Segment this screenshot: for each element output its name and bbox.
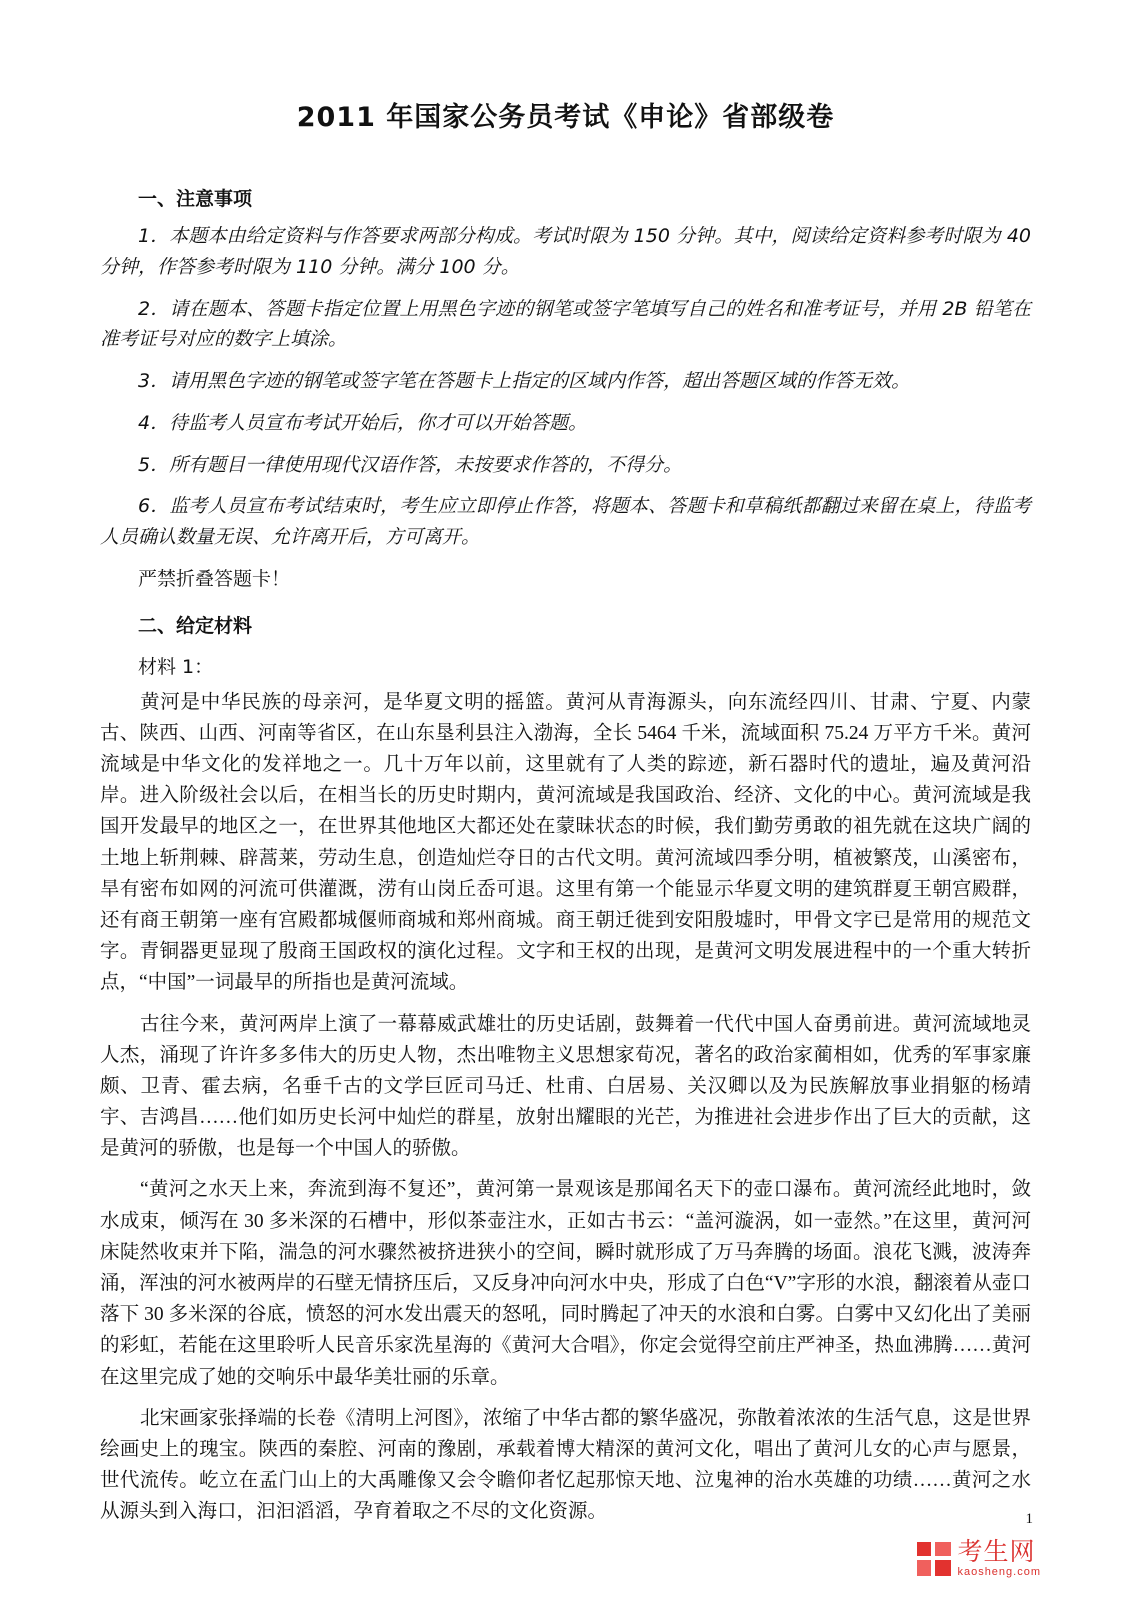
- material-paragraph: 北宋画家张择端的长卷《清明上河图》，浓缩了中华古都的繁华盛况，弥散着浓浓的生活气息，这是世界绘画史上的瑰宝。陕西的秦腔、河南的豫剧，承载着博大精深的黄河文化，唱出了黄河儿女的心声与愿景，世代流传。屹立在孟门山上的大禹雕像又会令瞻仰者忆起那惊天地、泣鬼神的治水英雄的功绩……黄河之水从源头到入海口，汩汩滔滔，孕育着取之不尽的文化资源。: [100, 1407, 1031, 1523]
- material-paragraph: 古往今来，黄河两岸上演了一幕幕威武雄壮的历史话剧，鼓舞着一代代中国人奋勇前进。黄河流域地灵人杰，涌现了许许多多伟大的历史人物，杰出唯物主义思想家荀况，著名的政治家蔺相如，优秀的军事家廉颇、卫青、霍去病，名垂千古的文学巨匠司马迁、杜甫、白居易、关汉卿以及为民族解放事业捐躯的杨靖宇、吉鸿昌……他们如历史长河中灿烂的群星，放射出耀眼的光芒，为推进社会进步作出了巨大的贡献，这是黄河的骄傲，也是每一个中国人的骄傲。: [100, 1013, 1031, 1160]
- watermark-name-cn: 考生网: [957, 1537, 1036, 1566]
- notice-warning: 严禁折叠答题卡！: [138, 567, 291, 590]
- watermark-text: [957, 1539, 1041, 1578]
- notice-item: 2．请在题本、答题卡指定位置上用黑色字迹的钢笔或签字笔填写自己的姓名和准考证号，并用 2B 铅笔在准考证号对应的数字上填涂。: [100, 297, 1031, 351]
- page-number: 1: [1025, 1511, 1033, 1527]
- watermark: [917, 1539, 1041, 1578]
- notice-item: 5．所有题目一律使用现代汉语作答，未按要求作答的，不得分。: [138, 453, 683, 476]
- section-heading-materials: 二、给定材料: [138, 614, 253, 637]
- section-heading-notice: 一、注意事项: [138, 188, 253, 210]
- notice-item: 6．监考人员宣布考试结束时，考生应立即停止作答，将题本、答题卡和草稿纸都翻过来留在桌上，待监考人员确认数量无误、允许离开后，方可离开。: [100, 495, 1031, 549]
- notice-item: 3．请用黑色字迹的钢笔或签字笔在答题卡上指定的区域内作答，超出答题区域的作答无效。: [138, 370, 911, 393]
- notice-item: 4．待监考人员宣布考试开始后，你才可以开始答题。: [138, 411, 588, 434]
- watermark-name-en: kaosheng.com: [957, 1566, 1041, 1578]
- material-paragraph: 黄河是中华民族的母亲河，是华夏文明的摇篮。黄河从青海源头，向东流经四川、甘肃、宁夏、内蒙古、陕西、山西、河南等省区，在山东垦利县注入渤海，全长 5464 千米，流域面积 75.24 万平方千米。黄河流域是中华文化的发祥地之一。几十万年以前，这里就有了人类的踪迹，新石器时代的遗址，遍及黄河沿岸。进入阶级社会以后，在相当长的历史时期内，黄河流域是我国政治、经济、文化的中心。黄河流域是我国开发最早的地区之一，在世界其他地区大都还处在蒙昧状态的时候，我们勤劳勇敢的祖先就在这块广阔的土地上斩荆棘、辟蒿莱，劳动生息，创造灿烂夺日的古代文明。黄河流域四季分明，植被繁茂，山溪密布，旱有密布如网的河流可供灌溉，涝有山岗丘岙可退。这里有第一个能显示华夏文明的建筑群夏王朝宫殿群，还有商王朝第一座有宫殿都城偃师商城和郑州商城。商王朝迁徙到安阳殷墟时，甲骨文字已是常用的规范文字。青铜器更显现了殷商王国政权的演化过程。文字和王权的出现，是黄河文明发展进程中的一个重大转折点，“中国”一词最早的所指也是黄河流域。: [100, 691, 1031, 994]
- watermark-logo-icon: [917, 1542, 951, 1576]
- page-title: 2011 年国家公务员考试《申论》省部级卷: [296, 102, 835, 133]
- notice-item: 1．本题本由给定资料与作答要求两部分构成。考试时限为 150 分钟。其中，阅读给定资料参考时限为 40 分钟，作答参考时限为 110 分钟。满分 100 分。: [100, 225, 1031, 278]
- material-label: 材料 1：: [138, 655, 214, 678]
- material-paragraph: “黄河之水天上来，奔流到海不复还”，黄河第一景观该是那闻名天下的壶口瀑布。黄河流经此地时，敛水成束，倾泻在 30 多米深的石槽中，形似茶壶注水，正如古书云：“盖河漩涡，如一壶然。”在这里，黄河河床陡然收束并下陷，湍急的河水骤然被挤进狭小的空间，瞬时就形成了万马奔腾的场面。浪花飞溅，波涛奔涌，浑浊的河水被两岸的石壁无情挤压后，又反身冲向河水中央，形成了白色“V”字形的水浪，翻滚着从壶口落下 30 多米深的谷底，愤怒的河水发出震天的怒吼，同时腾起了冲天的水浪和白雾。白雾中又幻化出了美丽的彩虹，若能在这里聆听人民音乐家洗星海的《黄河大合唱》，你定会觉得空前庄严神圣，热血沸腾……黄河在这里完成了她的交响乐中最华美壮丽的乐章。: [100, 1179, 1031, 1388]
